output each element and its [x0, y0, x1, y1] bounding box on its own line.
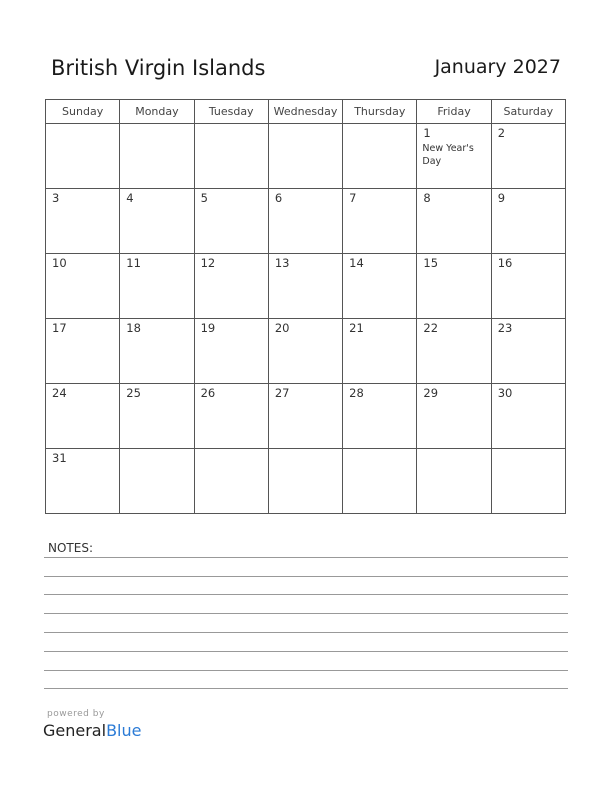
day-number: 12: [200, 256, 216, 270]
day-number: 15: [423, 256, 439, 270]
calendar-title: British Virgin Islands: [51, 56, 266, 80]
brand-logo: [43, 721, 141, 740]
note-line: [44, 594, 568, 595]
day-cell: [46, 449, 120, 514]
note-line: [44, 651, 568, 652]
day-cell: [268, 124, 342, 189]
day-number: 23: [497, 321, 513, 335]
day-number: 20: [274, 321, 290, 335]
day-cell: [491, 319, 565, 384]
day-cell: [417, 189, 491, 254]
day-number: [343, 449, 416, 451]
weekday-wednesday: Wednesday: [268, 100, 342, 124]
week-row: [46, 124, 566, 189]
day-cell: [343, 254, 417, 319]
day-cell: [417, 254, 491, 319]
day-cell: [491, 124, 565, 189]
week-row: [46, 384, 566, 449]
day-number: [269, 449, 342, 451]
day-number: 18: [126, 321, 141, 335]
note-line: [44, 613, 568, 614]
day-number: 4: [126, 191, 134, 205]
weekday-monday: Monday: [120, 100, 194, 124]
day-cell: [268, 254, 342, 319]
day-cell: [417, 449, 491, 514]
day-number: 5: [200, 191, 208, 205]
week-row: [46, 449, 566, 514]
day-cell: [120, 189, 194, 254]
weekday-sunday: Sunday: [46, 100, 120, 124]
day-number: 10: [52, 256, 67, 270]
day-cell: [120, 384, 194, 449]
day-cell: [343, 319, 417, 384]
note-line: [44, 632, 568, 633]
note-line: [44, 576, 568, 577]
day-cell: [194, 124, 268, 189]
day-cell: [343, 384, 417, 449]
day-cell: [268, 449, 342, 514]
day-cell: [491, 189, 565, 254]
day-number: [195, 124, 268, 126]
week-row: [46, 189, 566, 254]
day-number: 28: [349, 386, 364, 400]
day-cell: [417, 384, 491, 449]
day-cell: [417, 319, 491, 384]
day-number: 7: [349, 191, 357, 205]
day-number: [417, 449, 490, 451]
day-number: 9: [497, 191, 506, 205]
day-cell: [46, 189, 120, 254]
day-number: [46, 124, 119, 126]
day-number: 8: [423, 191, 431, 205]
day-number: [343, 124, 416, 126]
day-cell: [120, 124, 194, 189]
day-number: 24: [52, 386, 67, 400]
day-number: [492, 449, 565, 451]
day-number: [120, 124, 193, 126]
week-row: [46, 319, 566, 384]
day-number: 26: [200, 386, 216, 400]
day-cell: [194, 254, 268, 319]
day-number: 22: [423, 321, 439, 335]
day-cell: [194, 384, 268, 449]
day-number: 21: [349, 321, 364, 335]
day-cell: [343, 124, 417, 189]
note-line: [44, 670, 568, 671]
day-cell: [46, 384, 120, 449]
day-cell: [268, 189, 342, 254]
powered-by-text: powered by: [47, 709, 105, 719]
day-cell: [46, 124, 120, 189]
notes-label: NOTES:: [48, 541, 93, 555]
note-line: [44, 688, 568, 689]
day-number: 17: [52, 321, 67, 335]
day-number: 11: [126, 256, 141, 270]
day-cell: [268, 319, 342, 384]
note-line: [44, 557, 568, 558]
day-cell: [120, 254, 194, 319]
weekday-tuesday: Tuesday: [194, 100, 268, 124]
brand-logo-general: General: [43, 721, 107, 740]
day-cell: [194, 449, 268, 514]
day-cell: [417, 124, 491, 189]
brand-logo-blue: Blue: [106, 721, 142, 740]
day-number: 16: [497, 256, 513, 270]
day-cell: [491, 384, 565, 449]
day-cell: [343, 189, 417, 254]
week-row: [46, 254, 566, 319]
calendar-grid: [45, 99, 566, 514]
day-cell: [491, 449, 565, 514]
day-number: 30: [497, 386, 513, 400]
day-cell: [194, 189, 268, 254]
day-number: [195, 449, 268, 451]
day-number: 25: [126, 386, 141, 400]
day-cell: [268, 384, 342, 449]
day-cell: [120, 319, 194, 384]
day-number: 2: [497, 126, 506, 140]
weekday-thursday: Thursday: [343, 100, 417, 124]
day-number: 27: [274, 386, 290, 400]
day-number: 19: [200, 321, 216, 335]
day-number: 29: [423, 386, 439, 400]
day-number: 14: [349, 256, 364, 270]
holiday-event: New Year's Day: [422, 143, 474, 167]
weekday-friday: Friday: [417, 100, 491, 124]
day-number: 3: [52, 191, 60, 205]
day-number: 1: [423, 126, 431, 140]
weekday-header-row: [46, 100, 566, 124]
day-cell: [343, 449, 417, 514]
day-number: 13: [274, 256, 290, 270]
day-number: [269, 124, 342, 126]
day-number: 6: [274, 191, 283, 205]
day-cell: [46, 254, 120, 319]
day-number: [120, 449, 193, 451]
month-year: January 2027: [434, 56, 561, 78]
weekday-saturday: Saturday: [491, 100, 565, 124]
day-cell: [120, 449, 194, 514]
day-cell: [194, 319, 268, 384]
day-number: 31: [52, 451, 67, 465]
day-cell: [491, 254, 565, 319]
day-cell: [46, 319, 120, 384]
